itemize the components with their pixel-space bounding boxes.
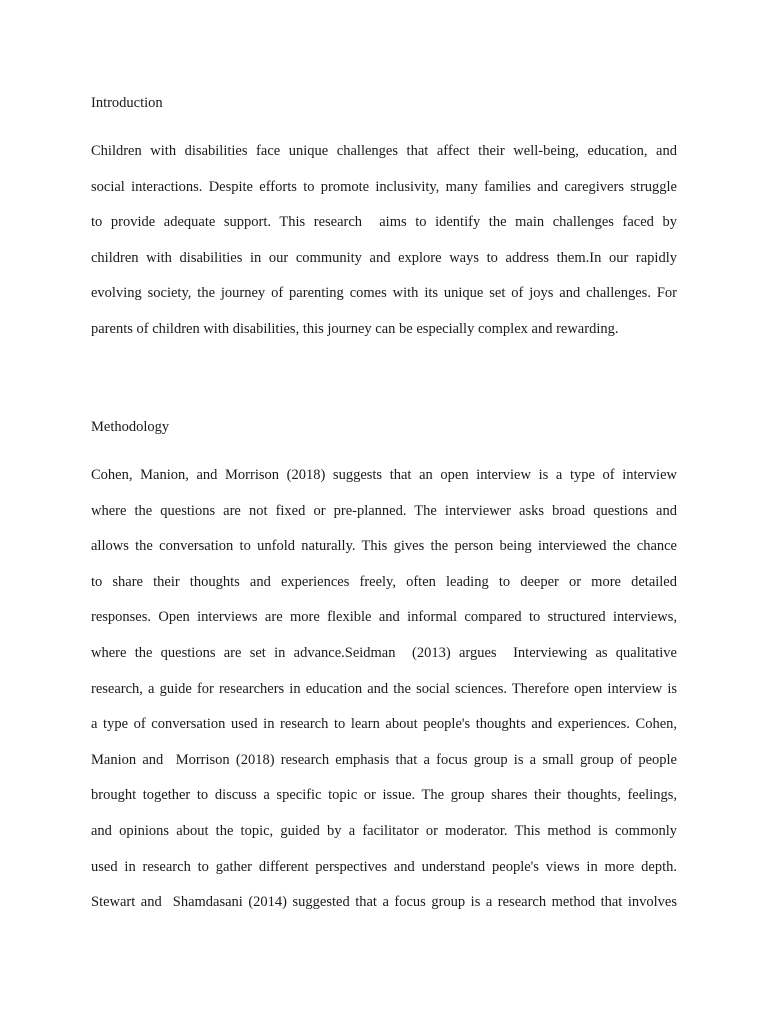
paragraph-line: where the questions are not fixed or pre-planned. The interviewer asks broad questions and <box>91 502 677 519</box>
paragraph-line: evolving society, the journey of parenting comes with its unique set of joys and challenges. For <box>91 285 677 302</box>
introduction-paragraph <box>91 142 677 356</box>
paragraph-line: responses. Open interviews are more flexible and informal compared to structured interviews, <box>91 609 677 626</box>
paragraph-line: Stewart and Shamdasani (2014) suggested that a focus group is a research method that involves <box>91 894 677 911</box>
paragraph-line: Children with disabilities face unique challenges that affect their well-being, education, and <box>91 143 677 159</box>
paragraph-line: children with disabilities in our community and explore ways to address them.In our rapidly <box>91 249 677 266</box>
paragraph-line: used in research to gather different perspectives and understand people's views in more depth. <box>91 858 677 875</box>
paragraph-line: parents of children with disabilities, this journey can be especially complex and rewarding. <box>91 320 619 337</box>
paragraph-line: Cohen, Manion, and Morrison (2018) suggests that an open interview is a type of interview <box>91 467 677 483</box>
methodology-paragraph <box>91 466 677 929</box>
paragraph-line: a type of conversation used in research to learn about people's thoughts and experiences. Cohen, <box>91 716 677 733</box>
section-heading-methodology: Methodology <box>91 419 170 435</box>
paragraph-line: allows the conversation to unfold naturally. This gives the person being interviewed the chance <box>91 538 677 555</box>
paragraph-line: research, a guide for researchers in education and the social sciences. Therefore open interview is <box>91 680 677 697</box>
paragraph-line: to share their thoughts and experiences freely, often leading to deeper or more detailed <box>91 573 677 590</box>
paragraph-line: where the questions are set in advance.Seidman (2013) argues Interviewing as qualitative <box>91 644 677 661</box>
paragraph-line: and opinions about the topic, guided by a facilitator or moderator. This method is commonly <box>91 822 677 839</box>
paragraph-line: to provide adequate support. This research aims to identify the main challenges faced by <box>91 214 677 231</box>
paragraph-line: brought together to discuss a specific topic or issue. The group shares their thoughts, feelings, <box>91 787 677 804</box>
paragraph-line: Manion and Morrison (2018) research emphasis that a focus group is a small group of people <box>91 751 677 768</box>
section-heading-introduction: Introduction <box>91 95 163 111</box>
paragraph-line: social interactions. Despite efforts to promote inclusivity, many families and caregivers struggle <box>91 178 677 195</box>
